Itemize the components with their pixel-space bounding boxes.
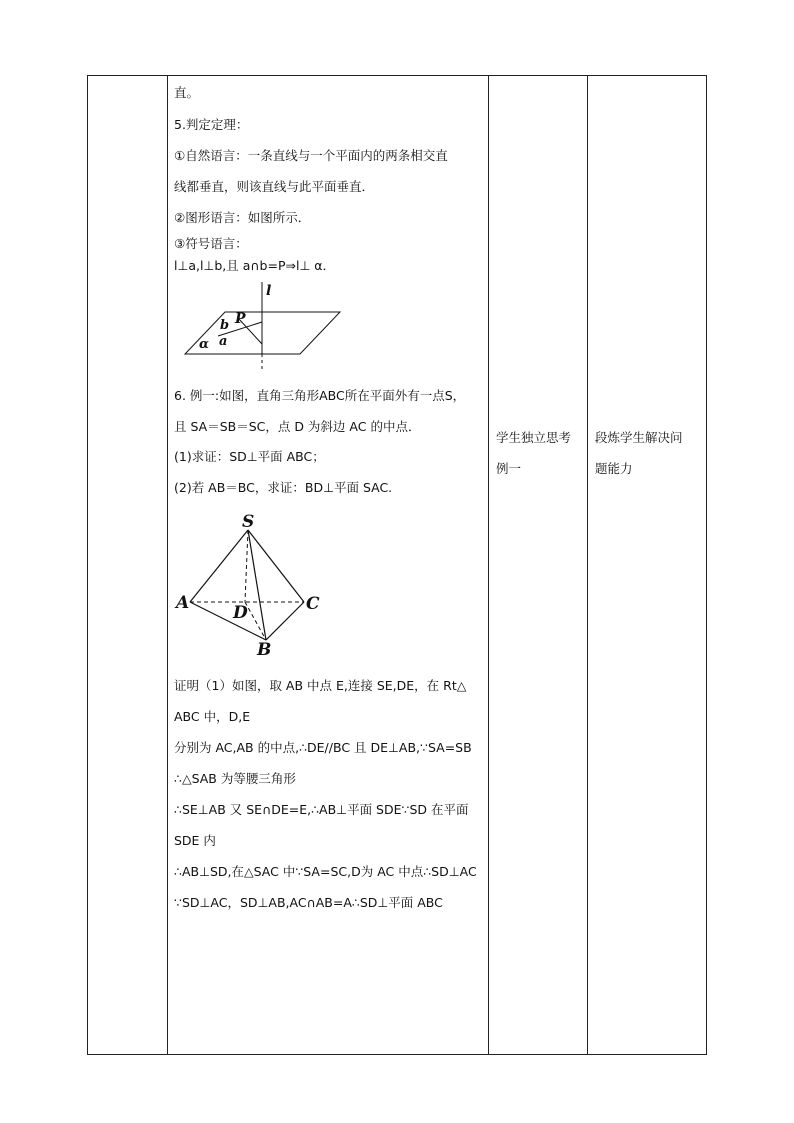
proof-line-7: ∴AB⊥SD,在△SAC 中∵SA=SC,D为 AC 中点∴SD⊥AC xyxy=(174,864,477,879)
column-divider-3 xyxy=(587,75,588,1055)
label-c: C xyxy=(306,594,320,614)
graphic-language: ②图形语言：如图所示． xyxy=(174,210,311,225)
heading-theorem-5: 5.判定定理： xyxy=(174,117,249,132)
design-intent-line-2: 题能力 xyxy=(595,461,633,476)
figure-line-plane-perpendicular xyxy=(180,280,350,375)
table-right-border xyxy=(706,75,707,1055)
edge-sd-hidden xyxy=(245,530,248,602)
proof-line-5: ∴SE⊥AB 又 SE∩DE=E,∴AB⊥平面 SDE∵SD 在平面 xyxy=(174,802,469,817)
label-a-vertex: A xyxy=(176,593,190,613)
edge-ab xyxy=(190,602,266,640)
proof-line-3: 分别为 AC,AB 的中点,∴DE//BC 且 DE⊥AB,∵SA=SB xyxy=(174,740,472,755)
natural-language-line-1: ①自然语言：一条直线与一个平面内的两条相交直 xyxy=(174,148,448,163)
proof-line-2: ABC 中，D,E xyxy=(174,709,251,724)
edge-sa xyxy=(190,530,248,602)
question-2: (2)若 AB＝BC，求证：BD⊥平面 SAC. xyxy=(174,480,393,495)
symbolic-language: ③符号语言： xyxy=(174,236,248,251)
label-p: P xyxy=(235,311,246,327)
label-b: b xyxy=(220,318,230,333)
proof-line-1: 证明（1）如图，取 AB 中点 E,连接 SE,DE，在 Rt△ xyxy=(174,678,467,693)
column-divider-2 xyxy=(488,75,489,1055)
label-s: S xyxy=(242,512,255,532)
question-1: (1)求证：SD⊥平面 ABC； xyxy=(174,449,325,464)
natural-language-line-2: 线都垂直，则该直线与此平面垂直． xyxy=(174,179,375,194)
label-b-vertex: B xyxy=(257,640,272,660)
example-line-1: 6. 例一:如图，直角三角形ABC所在平面外有一点S， xyxy=(174,388,466,403)
student-activity-line-2: 例一 xyxy=(496,461,522,476)
student-activity-line-1: 学生独立思考 xyxy=(496,430,572,445)
label-a: a xyxy=(219,334,228,349)
proof-line-8: ∵SD⊥AC，SD⊥AB,AC∩AB=A∴SD⊥平面 ABC xyxy=(174,895,443,910)
table-left-border xyxy=(87,75,88,1055)
example-line-2: 且 SA＝SB＝SC，点 D 为斜边 AC 的中点． xyxy=(174,419,421,434)
design-intent-line-1: 段炼学生解决问 xyxy=(595,430,683,445)
text-line-zhi: 直。 xyxy=(174,85,200,100)
column-divider-1 xyxy=(167,75,168,1055)
proof-line-4: ∴△SAB 为等腰三角形 xyxy=(174,771,296,786)
label-alpha: α xyxy=(199,337,210,352)
figure-tetrahedron xyxy=(180,520,330,650)
label-d: D xyxy=(233,603,248,623)
edge-bc xyxy=(266,602,304,640)
proof-line-6: SDE 内 xyxy=(174,833,216,848)
label-l: l xyxy=(266,283,272,299)
table-bottom-border xyxy=(87,1054,707,1055)
symbolic-formula: l⊥a,l⊥b,且 a∩b=P⇒l⊥ α． xyxy=(174,258,336,273)
edge-sc xyxy=(248,530,304,602)
table-top-border xyxy=(87,75,707,76)
